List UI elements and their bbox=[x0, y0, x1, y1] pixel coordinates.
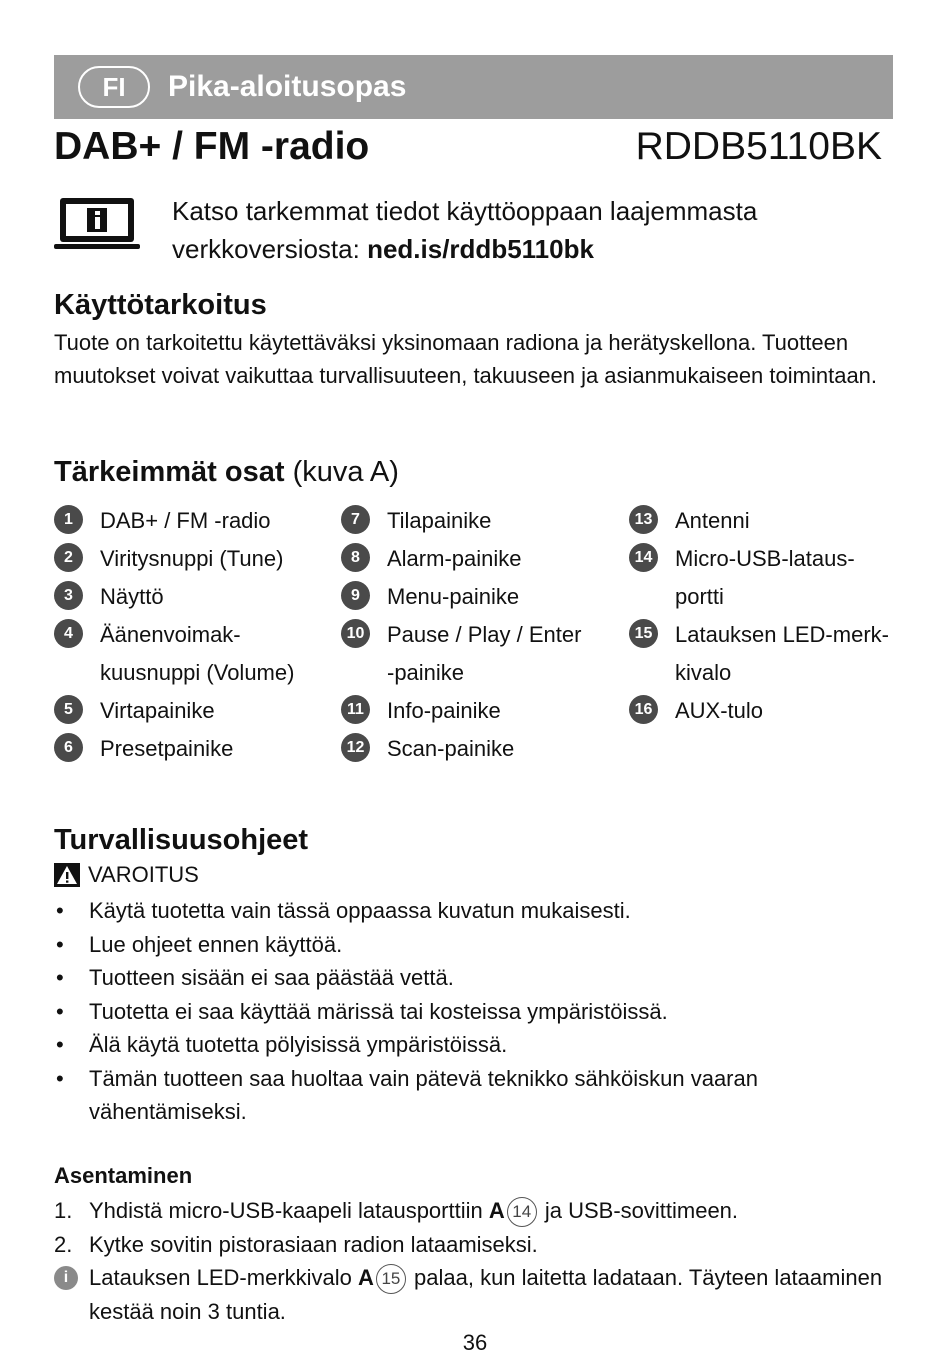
part-number-badge: 16 bbox=[629, 695, 658, 724]
step-text-part: Yhdistä micro-USB-kaapeli latausporttiin bbox=[89, 1198, 489, 1223]
part-item bbox=[341, 502, 621, 540]
warning-label bbox=[54, 862, 199, 888]
figure-letter: A bbox=[488, 1198, 505, 1223]
step-text bbox=[89, 1194, 738, 1228]
info-icon: i bbox=[54, 1266, 78, 1290]
part-item bbox=[629, 502, 919, 540]
part-number-badge: 9 bbox=[341, 581, 370, 610]
safety-heading: Turvallisuusohjeet bbox=[54, 824, 309, 856]
part-item bbox=[341, 616, 621, 692]
part-label: Antenni bbox=[675, 508, 750, 533]
step-item bbox=[54, 1228, 884, 1262]
language-badge: FI bbox=[78, 66, 150, 108]
part-item bbox=[54, 502, 334, 540]
list-item: • Tuotetta ei saa käyttää märissä tai kosteissa ympäristöissä. bbox=[54, 995, 854, 1029]
part-label: Presetpainike bbox=[100, 736, 234, 761]
part-number-badge: 2 bbox=[54, 543, 83, 572]
step-text-part: ja USB-sovittimeen. bbox=[538, 1198, 739, 1223]
part-label: Pause / Play / Enter -painike bbox=[387, 622, 582, 685]
figure-letter: A bbox=[358, 1265, 374, 1290]
parts-column-2 bbox=[341, 502, 621, 768]
page-number: 36 bbox=[462, 1330, 488, 1355]
part-label: Scan-painike bbox=[387, 736, 515, 761]
part-item bbox=[341, 730, 621, 768]
part-number-badge: 7 bbox=[341, 505, 370, 534]
part-label: AUX-tulo bbox=[675, 698, 764, 723]
part-item bbox=[629, 692, 919, 730]
part-label: Menu-painike bbox=[387, 584, 520, 609]
note-text-part: palaa, kun laitetta ladataan. Täyteen lataaminen kestää noin 3 tuntia. bbox=[89, 1265, 883, 1324]
online-manual-note bbox=[172, 192, 872, 268]
step-text: Kytke sovitin pistorasiaan radion lataamiseksi. bbox=[89, 1231, 538, 1257]
note-text bbox=[89, 1261, 884, 1328]
list-item: • Käytä tuotetta vain tässä oppaassa kuvatun mukaisesti. bbox=[54, 894, 854, 928]
part-label: DAB+ / FM -radio bbox=[100, 508, 271, 533]
step-index: 2. bbox=[54, 1231, 73, 1257]
list-item: • Lue ohjeet ennen käyttöä. bbox=[54, 928, 854, 962]
installation-steps bbox=[54, 1194, 884, 1328]
part-label: Latauksen LED-merk- kivalo bbox=[675, 622, 889, 685]
part-label: Micro-USB-lataus- portti bbox=[675, 546, 855, 609]
main-parts-title: Tärkeimmät osat bbox=[54, 456, 285, 488]
installation-heading: Asentaminen bbox=[54, 1163, 193, 1188]
part-item bbox=[54, 616, 334, 692]
part-label: Virtapainike bbox=[100, 698, 215, 723]
warning-text: VAROITUS bbox=[88, 862, 199, 887]
model-number: RDDB5110BK bbox=[635, 125, 882, 168]
part-number-badge: 14 bbox=[629, 543, 658, 572]
part-number-badge: 15 bbox=[629, 619, 658, 648]
part-number-badge: 8 bbox=[341, 543, 370, 572]
part-item bbox=[54, 578, 334, 616]
laptop-info-icon bbox=[54, 196, 140, 252]
manual-link[interactable]: ned.is/rddb5110bk bbox=[367, 234, 594, 264]
product-title: DAB+ / FM -radio bbox=[54, 125, 370, 168]
step-item bbox=[54, 1194, 884, 1228]
part-item bbox=[54, 540, 334, 578]
warning-triangle-icon bbox=[54, 863, 80, 887]
part-label: Alarm-painike bbox=[387, 546, 522, 571]
part-number-badge: 3 bbox=[54, 581, 83, 610]
header-banner bbox=[54, 55, 893, 119]
part-number-badge: 13 bbox=[629, 505, 658, 534]
part-number-badge: 1 bbox=[54, 505, 83, 534]
part-number-badge: 4 bbox=[54, 619, 83, 648]
banner-title: Pika-aloitusopas bbox=[168, 70, 407, 103]
parts-column-3 bbox=[629, 502, 919, 730]
part-item bbox=[341, 540, 621, 578]
part-item bbox=[54, 692, 334, 730]
part-number-badge: 12 bbox=[341, 733, 370, 762]
main-parts-heading bbox=[54, 456, 399, 489]
info-note bbox=[54, 1261, 884, 1328]
step-index: 1. bbox=[54, 1198, 73, 1223]
online-manual-text: Katso tarkemmat tiedot käyttöoppaan laajemmasta verkkoversiosta: bbox=[172, 196, 758, 264]
part-number-badge: 11 bbox=[341, 695, 370, 724]
list-item: • Tuotteen sisään ei saa päästää vettä. bbox=[54, 961, 854, 995]
parts-column-1 bbox=[54, 502, 334, 768]
part-label: Äänenvoimak- kuusnuppi (Volume) bbox=[100, 622, 295, 685]
part-item bbox=[341, 578, 621, 616]
list-item: • Tämän tuotteen saa huoltaa vain pätevä teknikko sähköiskun vaaran vähentämiseksi. bbox=[54, 1062, 854, 1129]
part-number-badge: 6 bbox=[54, 733, 83, 762]
list-item: • Älä käytä tuotetta pölyisissä ympäristöissä. bbox=[54, 1028, 854, 1062]
part-item bbox=[629, 616, 919, 692]
part-label: Tilapainike bbox=[387, 508, 492, 533]
part-label: Info-painike bbox=[387, 698, 501, 723]
main-parts-figure-ref: (kuva A) bbox=[292, 456, 399, 488]
part-number-badge: 10 bbox=[341, 619, 370, 648]
part-ref-circle: 15 bbox=[376, 1264, 406, 1294]
part-number-badge: 5 bbox=[54, 695, 83, 724]
part-item bbox=[341, 692, 621, 730]
intended-use-text: Tuote on tarkoitettu käytettäväksi yksinomaan radiona ja herätyskellona. Tuotteen muutokset voivat vaikuttaa turvallisuuteen, takuuseen ja asianmukaiseen toimintaan. bbox=[54, 330, 878, 388]
safety-bullet-list bbox=[54, 894, 854, 1129]
part-label: Viritysnuppi (Tune) bbox=[100, 546, 284, 571]
part-label: Näyttö bbox=[100, 584, 164, 609]
part-item bbox=[54, 730, 334, 768]
intended-use-heading: Käyttötarkoitus bbox=[54, 289, 267, 321]
part-item bbox=[629, 540, 919, 616]
note-text-part: Latauksen LED-merkkivalo bbox=[89, 1265, 359, 1290]
part-ref-circle: 14 bbox=[507, 1197, 537, 1227]
